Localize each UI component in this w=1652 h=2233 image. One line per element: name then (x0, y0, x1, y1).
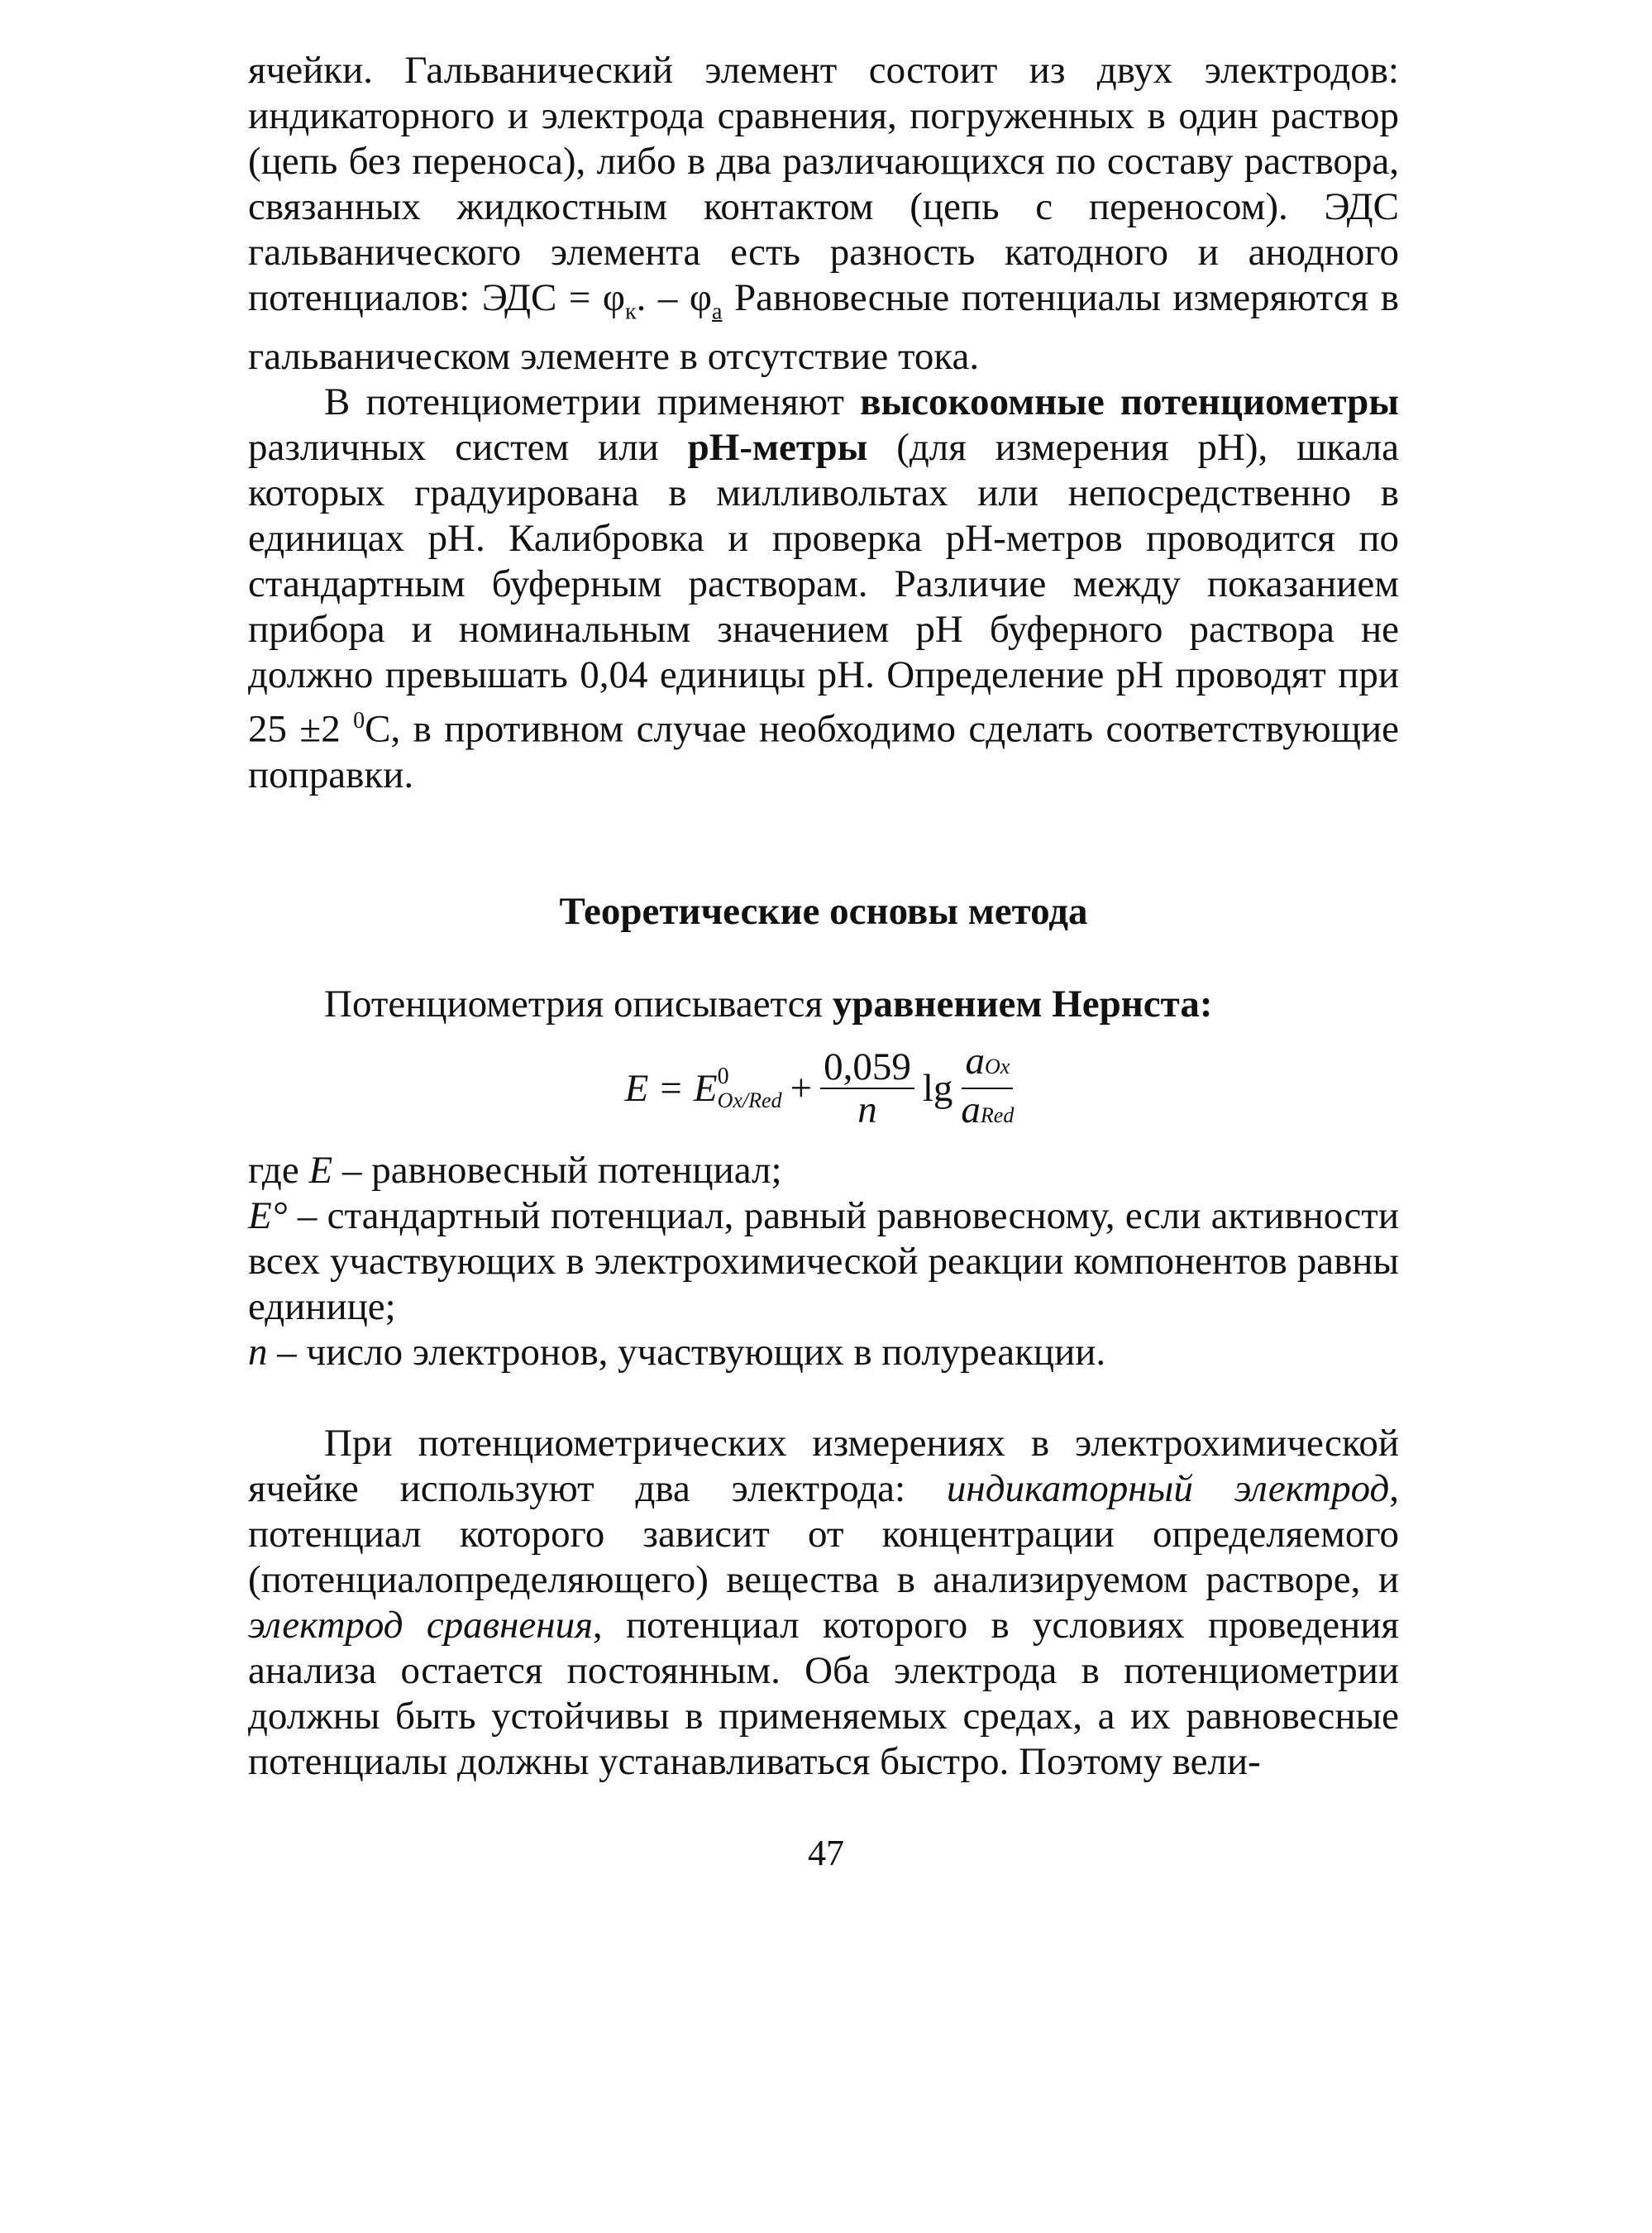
phi-k-subscript: к (625, 299, 637, 325)
paragraph-potentiometers-text-2: различных систем или (248, 426, 688, 470)
definition-e (248, 1148, 1399, 1193)
paragraph-electrodes (248, 1421, 1399, 1785)
nernst-lead-text: Потенциометрия описывается (324, 983, 833, 1026)
paragraph-electrodes-text: При потенциометрических измерениях в электрохимической ячейке используют два электрода: (248, 1422, 1399, 1511)
nernst-formula (248, 1040, 1399, 1133)
definition-e0-symbol: E° (248, 1194, 288, 1238)
formula-e0-sup: 0 (717, 1064, 729, 1090)
page-body (248, 48, 1399, 1785)
paragraph-potentiometers-text-4: С, в противном случае необходимо сделать соответствующие поправки. (248, 708, 1399, 797)
formula-a-red-sub: Red (980, 1103, 1015, 1128)
definition-n-symbol: n (248, 1331, 268, 1375)
formula-coefficient-denominator: n (857, 1088, 877, 1132)
formula-plus: + (790, 1066, 813, 1110)
spacer (248, 1375, 1399, 1421)
formula-lg: lg (922, 1066, 953, 1110)
term-high-ohm-potentiometers: высокоомные потенциометры (860, 380, 1400, 424)
definition-e0 (248, 1193, 1399, 1330)
formula-lhs: E (624, 1066, 649, 1110)
formula-a-ox-sub: Ox (984, 1054, 1010, 1079)
term-ph-meters: pH-метры (687, 426, 868, 470)
definition-n (248, 1330, 1399, 1375)
formula-activity-denominator (961, 1089, 1014, 1135)
formula-activity-fraction (961, 1042, 1014, 1135)
formula-coefficient-numerator: 0,059 (820, 1048, 914, 1089)
formula-e0-indices (718, 1065, 782, 1112)
formula-e0-sub: Ox/Red (717, 1088, 782, 1113)
formula-a-red: a (961, 1088, 981, 1132)
term-nernst-equation: уравнением Нернста: (832, 983, 1213, 1026)
paragraph-potentiometers-text-3: (для измерения pH), шкала которых градуирована в милливольтах или непосредственно в единицах pH. Калибровка и проверка pH-метров проводится по стандартным буферным растворам. Различие между показанием прибора и номинальным значением pH буферного раствора не должно превышать 0,04 единицы pH. Определение pH проводят при 25 ±2 (248, 426, 1399, 752)
section-heading: Теоретические основы метода (559, 890, 1088, 934)
degree-superscript: 0 (353, 708, 365, 734)
paragraph-potentiometers-text: В потенциометрии применяют (324, 380, 861, 424)
term-indicator-electrode: индикаторный электрод (946, 1467, 1390, 1511)
formula-coefficient-fraction (820, 1045, 914, 1132)
paragraph-intro-text-2: . – φ (636, 276, 713, 319)
page-number: 47 (808, 1833, 844, 1873)
paragraph-intro-text: ячейки. Гальванический элемент состоит из двух электродов: индикаторного и электрода сравнения, погруженных в один раствор (цепь без переноса), либо в два различающихся по составу раствора, связанных жидкостным контактом (цепь с переносом). ЭДС гальванического элемента есть разность катодного и анодного потенциалов: ЭДС = φ (248, 49, 1399, 319)
paragraph-electrodes-text-3: , потенциал которого в условиях проведения анализа остается постоянным. Оба электрода в потенциометрии должны быть устойчивы в применяемых средах, а их равновесные потенциалы должны устанавливаться быстро. Поэтому вели- (248, 1604, 1399, 1784)
formula-e0: E (693, 1066, 718, 1110)
formula-equals: = (660, 1066, 682, 1110)
formula-a-ox: a (965, 1040, 985, 1083)
term-reference-electrode: электрод сравнения (248, 1604, 593, 1647)
definition-prefix: где (248, 1149, 309, 1193)
nernst-lead (248, 982, 1399, 1027)
formula-activity-numerator (962, 1042, 1013, 1089)
paragraph-intro (248, 48, 1399, 380)
definition-e-symbol: E (308, 1149, 333, 1193)
definitions-list (248, 1148, 1399, 1375)
paragraph-intro-text-3: Равновесные потенциалы измеряются в гальваническом элементе в отсутствие тока. (248, 276, 1399, 379)
definition-n-text: – число электронов, участвующих в полуреакции. (267, 1331, 1106, 1375)
paragraph-potentiometers (248, 380, 1399, 798)
paragraph-electrodes-text-2: , потенциал которого зависит от концентрации определяемого (потенциалопределяющего) вещества в анализируемом растворе, и (248, 1467, 1399, 1602)
definition-e-text: – равновесный потенциал; (332, 1149, 782, 1193)
phi-a-subscript: а (712, 299, 723, 325)
definition-e0-text: – стандартный потенциал, равный равновесному, если активности всех участвующих в электрохимической реакции компонентов равны единице; (248, 1194, 1399, 1329)
